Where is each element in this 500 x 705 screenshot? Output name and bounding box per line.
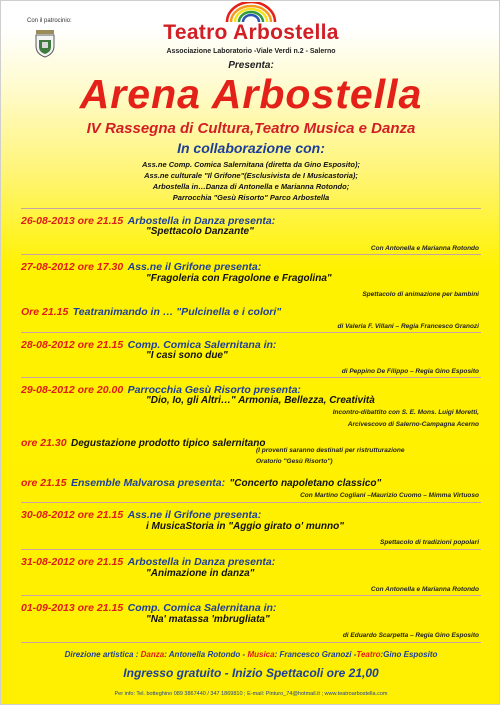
- event-date: 27-08-2012 ore 17.30: [21, 261, 124, 273]
- association-address: Associazione Laboratorio -Viale Verdi n.2 - Salerno: [166, 48, 336, 55]
- direction-key: Danza: [140, 650, 165, 659]
- event-credit: Con Martino Cogliani –Maurizio Cuomo – Mimma Virtuoso: [300, 492, 479, 499]
- event-organizer: Arbostella in Danza presenta:: [127, 556, 276, 568]
- event-title: "I casi sono due": [146, 350, 228, 361]
- event-title: "Na' matassa 'mbrugliata": [146, 614, 270, 625]
- partner-line: Ass.ne Comp. Comica Salernitana (diretta da Gino Esposito);: [142, 160, 360, 169]
- event-time: ore 21.30: [21, 437, 67, 449]
- partner-line: Parrocchia "Gesù Risorto" Parco Arbostella: [172, 193, 330, 202]
- event-heading: [21, 302, 486, 320]
- artistic-direction: [1, 650, 500, 659]
- subtitle: IV Rassegna di Cultura,Teatro Musica e Danza: [86, 120, 416, 137]
- event-credit: Arcivescovo di Salerno-Campagna Acerno: [347, 421, 479, 428]
- event-title: i MusicaStoria in "Aggio girato o' munno": [146, 521, 344, 532]
- event-heading: [21, 433, 486, 451]
- divider: [21, 254, 481, 255]
- event-note: (I proventi saranno destinati per ristrutturazione: [256, 447, 405, 454]
- event-credit: Spettacolo di tradizioni popolari: [380, 539, 479, 546]
- event-credit: Incontro-dibattito con S. E. Mons. Luigi Moretti,: [332, 409, 479, 416]
- event-date: 01-09-2013 ore 21.15: [21, 602, 124, 614]
- event-date: 30-08-2012 ore 21.15: [21, 509, 124, 521]
- divider: [21, 208, 481, 209]
- event-time: Ore 21.15: [21, 306, 69, 318]
- partner-line: Arbostella in…Danza di Antonella e Marianna Rotondo;: [152, 182, 350, 191]
- event-credit: di Eduardo Scarpetta – Regia Gino Esposito: [342, 632, 479, 639]
- event-title: Degustazione prodotto tipico salernitano: [71, 438, 266, 449]
- event-date: 28-08-2012 ore 21.15: [21, 339, 124, 351]
- divider: [21, 642, 481, 643]
- event-date: 26-08-2013 ore 21.15: [21, 215, 124, 227]
- event-date: 29-08-2012 ore 20.00: [21, 384, 124, 396]
- contact-info: Per info: Tel. botteghino 089 3867440 / 347 1869810 ; E-mail: Pinturo_74@hotmail.it ; www.teatroarbostella.com: [114, 691, 388, 697]
- divider: [21, 502, 481, 503]
- event-credit: di Peppino De Filippo – Regia Gino Esposito: [341, 368, 479, 375]
- event-title: "Spettacolo Danzante": [146, 226, 254, 237]
- divider: [21, 595, 481, 596]
- rainbow-arch-logo-icon: [221, 2, 281, 22]
- main-title: Arena Arbostella: [79, 71, 423, 117]
- direction-key: Musica: [247, 650, 275, 659]
- event-organizer: Arbostella in Danza presenta:: [127, 215, 276, 227]
- direction-label: Direzione artistica :: [64, 650, 141, 659]
- event-title: "Fragoleria con Fragolone e Fragolina": [146, 273, 332, 284]
- event-credit: Con Antonella e Marianna Rotondo: [370, 586, 479, 593]
- event-credit: Con Antonella e Marianna Rotondo: [370, 245, 479, 252]
- event-organizer: Ass.ne il Grifone presenta:: [127, 509, 262, 521]
- event-date: 31-08-2012 ore 21.15: [21, 556, 124, 568]
- free-entry-notice: Ingresso gratuito - Inizio Spettacoli ore 21,00: [123, 666, 379, 680]
- partners-list: [1, 159, 500, 203]
- event-organizer: Comp. Comica Salernitana in:: [127, 339, 277, 351]
- divider: [21, 332, 481, 333]
- event-credit: Spettacolo di animazione per bambini: [362, 291, 479, 298]
- event-heading: [21, 473, 486, 491]
- direction-key: Teatro: [356, 650, 381, 659]
- event-note: Oratorio "Gesù Risorto"): [256, 458, 333, 465]
- event-organizer: Parrocchia Gesù Risorto presenta:: [127, 384, 301, 396]
- event-title: "Animazione in danza": [146, 568, 255, 579]
- event-credit: di Valeria F. Villani – Regia Francesco Granozi: [337, 323, 479, 330]
- event-time: ore 21.15: [21, 477, 67, 489]
- patron-label: Con il patrocinio:: [27, 18, 72, 24]
- divider: [21, 549, 481, 550]
- direction-value: : Antonella Rotondo -: [164, 650, 248, 659]
- partner-line: Ass.ne culturale "Il Grifone"(Esclusivista de I Musicastoria);: [144, 171, 358, 180]
- direction-value: :Gino Esposito: [380, 650, 438, 659]
- event-title: "Concerto napoletano classico": [229, 478, 382, 489]
- direction-value: : Francesco Granozi -: [274, 650, 357, 659]
- theatre-name: Teatro Arbostella: [163, 21, 339, 44]
- collaboration-heading: In collaborazione con:: [177, 140, 325, 156]
- event-organizer: Comp. Comica Salernitana in:: [127, 602, 277, 614]
- presenta-label: Presenta:: [228, 60, 274, 71]
- event-organizer: Ass.ne il Grifone presenta:: [127, 261, 262, 273]
- divider: [21, 377, 481, 378]
- event-organizer: Ensemble Malvarosa presenta:: [71, 477, 226, 489]
- event-title: "Dio, Io, gli Altri…" Armonia, Bellezza, Creatività: [146, 395, 375, 406]
- event-organizer: Teatranimando in … "Pulcinella e i colori": [72, 306, 282, 318]
